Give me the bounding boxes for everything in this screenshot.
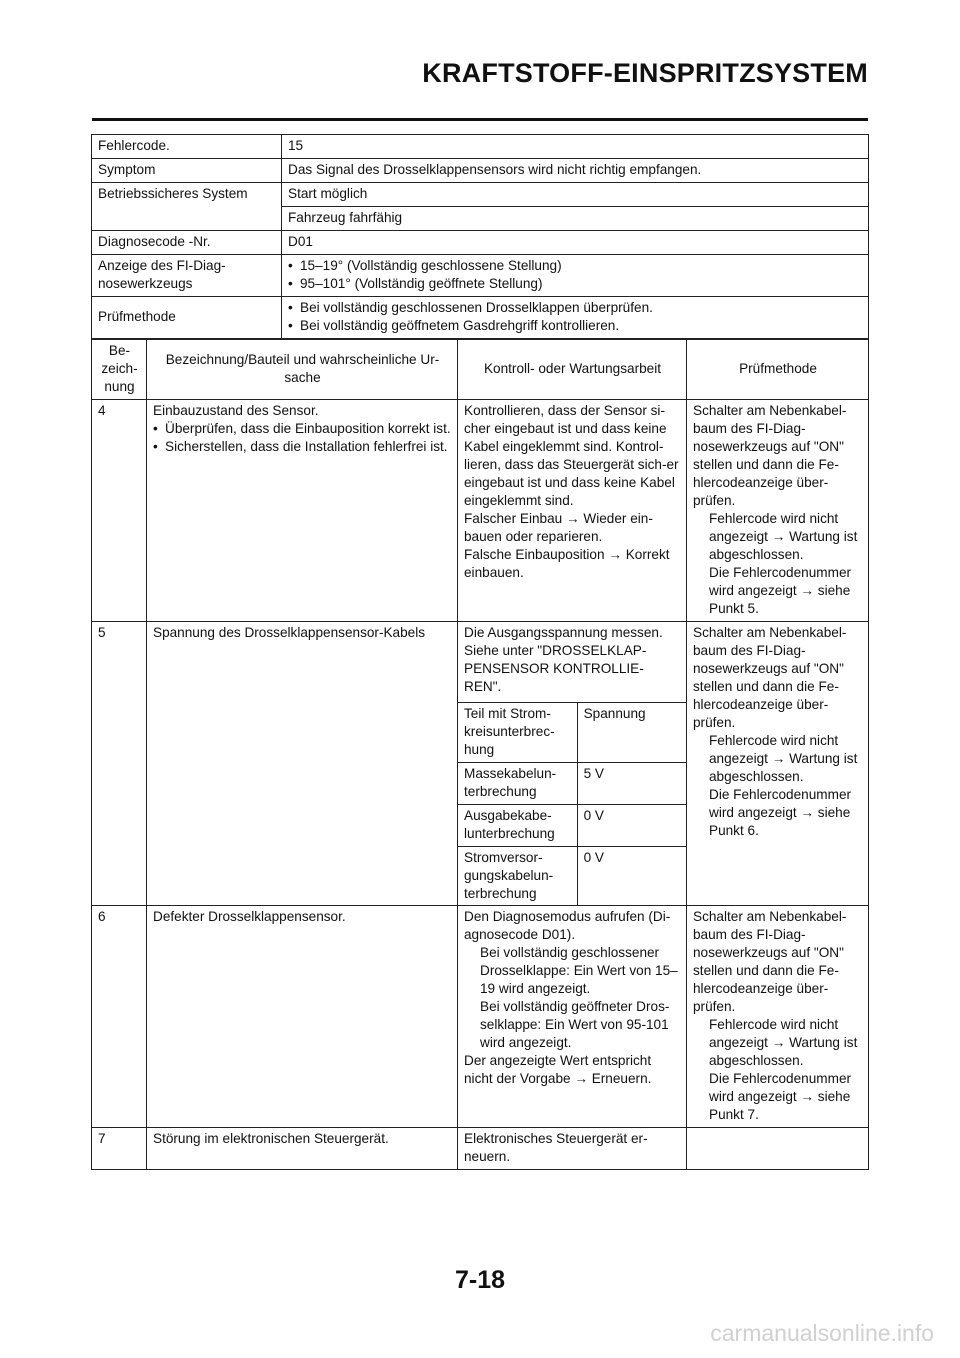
cause-title: Störung im elektronischen Steuergerät. — [153, 1131, 389, 1146]
row-number: 5 — [92, 622, 147, 906]
betrieb-label: Betriebssicheres System — [92, 183, 282, 231]
anzeige-value — [282, 255, 869, 297]
cause-cell — [147, 1128, 458, 1170]
cause-cell — [147, 400, 458, 622]
sub-header-row — [458, 703, 687, 763]
sub-row — [458, 805, 687, 847]
page-number: 7-18 — [454, 1266, 506, 1294]
col-header-method: Prüfmethode — [687, 340, 869, 400]
row-number: 4 — [92, 400, 147, 622]
watermark: carmanualsonline.info — [710, 1320, 934, 1346]
diagnosis-table — [91, 339, 869, 1170]
method-intro: Schalter am Nebenkabel-baum des FI-Diag-nosewerkzeugs auf "ON" stellen und dann die Fe-hlercodeanzeige über-prüfen. — [693, 403, 847, 508]
header-rule — [92, 118, 868, 121]
table-row — [92, 1128, 869, 1170]
table-row — [92, 622, 869, 906]
sub-voltage: 5 V — [577, 763, 687, 805]
method-next: Die Fehlercodenummer wird angezeigt → siehe Punkt 7. — [709, 1071, 852, 1122]
anzeige-item: • 95–101° (Vollständig geöffnete Stellung) — [288, 275, 863, 293]
method-cell — [687, 400, 869, 622]
fehlercode-row — [92, 135, 869, 159]
symptom-label: Symptom — [92, 159, 282, 183]
pruef-item: • Bei vollständig geöffnetem Gasdrehgriff kontrollieren. — [288, 317, 863, 335]
table-row — [92, 906, 869, 1128]
symptom-row — [92, 159, 869, 183]
action-text: Die Ausgangsspannung messen. Siehe unter "DROSSELKLAP-PENSENSOR KONTROLLIE-REN". — [464, 625, 663, 694]
fehlercode-label: Fehlercode. — [92, 135, 282, 159]
method-ok: Fehlercode wird nicht angezeigt → Wartung ist abgeschlossen. — [709, 511, 858, 562]
action-text: Den Diagnosemodus aufrufen (Di-agnosecode D01). — [464, 909, 671, 942]
action-text: Elektronisches Steuergerät er-neuern. — [464, 1131, 648, 1164]
action-cell — [458, 906, 687, 1128]
action-text: Falsche Einbauposition → Korrekt einbauen. — [464, 547, 670, 580]
cause-item: • Sicherstellen, dass die Installation fehlerfrei ist. — [153, 438, 452, 456]
action-text: Kontrollieren, dass der Sensor si-cher eingebaut ist und dass keine Kabel eingeklemmt sind. Kontrol-lieren, dass das Steuergerät sich-er eingebaut ist und dass keine Kabel eingeklemmt sind. — [464, 403, 679, 508]
pruef-row — [92, 297, 869, 339]
pruef-value — [282, 297, 869, 339]
action-cell — [458, 622, 687, 906]
method-cell — [687, 622, 869, 906]
cause-item: • Überprüfen, dass die Einbauposition korrekt ist. — [153, 420, 452, 438]
row-number: 6 — [92, 906, 147, 1128]
table-header-row — [92, 340, 869, 400]
anzeige-label: Anzeige des FI-Diag-nosewerkzeugs — [92, 255, 282, 297]
method-intro: Schalter am Nebenkabel-baum des FI-Diag-nosewerkzeugs auf "ON" stellen und dann die Fe-hlercodeanzeige über-prüfen. — [693, 909, 847, 1014]
sub-row — [458, 763, 687, 805]
table-row — [92, 400, 869, 622]
betrieb-value-2: Fahrzeug fahrfähig — [282, 207, 869, 231]
fault-info-table — [91, 134, 869, 339]
method-next: Die Fehlercodenummer wird angezeigt → siehe Punkt 6. — [709, 787, 852, 838]
voltage-subtable — [458, 702, 687, 906]
fehlercode-value: 15 — [282, 135, 869, 159]
cause-cell — [147, 622, 458, 906]
col-header-cause: Bezeichnung/Bauteil und wahrscheinliche Ur-sache — [147, 340, 458, 400]
sub-part: Massekabelun-terbrechung — [458, 763, 577, 805]
anzeige-item: • 15–19° (Vollständig geschlossene Stellung) — [288, 257, 863, 275]
diagnose-label: Diagnosecode -Nr. — [92, 231, 282, 255]
diagnose-value: D01 — [282, 231, 869, 255]
anzeige-row — [92, 255, 869, 297]
betrieb-row — [92, 183, 869, 207]
method-ok: Fehlercode wird nicht angezeigt → Wartung ist abgeschlossen. — [709, 733, 858, 784]
pruef-item: • Bei vollständig geschlossenen Drosselklappen überprüfen. — [288, 299, 863, 317]
cause-title: Spannung des Drosselklappensensor-Kabels — [153, 625, 426, 640]
cause-cell — [147, 906, 458, 1128]
method-cell — [687, 1128, 869, 1170]
betrieb-value-1: Start möglich — [282, 183, 869, 207]
action-text: Falscher Einbau → Wieder ein-bauen oder reparieren. — [464, 511, 653, 544]
sub-part: Stromversor-gungskabelun-terbrechung — [458, 847, 577, 907]
cause-title: Einbauzustand des Sensor. — [153, 403, 319, 418]
col-header-action: Kontroll- oder Wartungsarbeit — [458, 340, 687, 400]
row-number: 7 — [92, 1128, 147, 1170]
sub-voltage: 0 V — [577, 847, 687, 907]
sub-voltage: 0 V — [577, 805, 687, 847]
action-closed: Bei vollständig geschlossener Drosselklappe: Ein Wert von 15–19 wird angezeigt. — [480, 945, 678, 996]
action-open: Bei vollständig geöffneter Dros-selklappe: Ein Wert von 95-101 wird angezeigt. — [480, 999, 670, 1050]
pruef-label: Prüfmethode — [92, 297, 282, 339]
cause-title: Defekter Drosselklappensensor. — [153, 909, 346, 924]
method-cell — [687, 906, 869, 1128]
method-next: Die Fehlercodenummer wird angezeigt → siehe Punkt 5. — [709, 565, 852, 616]
sub-header-voltage: Spannung — [577, 703, 687, 763]
method-intro: Schalter am Nebenkabel-baum des FI-Diag-nosewerkzeugs auf "ON" stellen und dann die Fe-hlercodeanzeige über-prüfen. — [693, 625, 847, 730]
action-cell — [458, 1128, 687, 1170]
action-end: Der angezeigte Wert entspricht nicht der Vorgabe → Erneuern. — [464, 1053, 652, 1086]
sub-part: Ausgabekabe-lunterbrechung — [458, 805, 577, 847]
method-ok: Fehlercode wird nicht angezeigt → Wartung ist abgeschlossen. — [709, 1017, 858, 1068]
page-title: KRAFTSTOFF-EINSPRITZSYSTEM — [422, 58, 868, 88]
diagnose-row — [92, 231, 869, 255]
sub-header-part: Teil mit Strom-kreisunterbrec-hung — [458, 703, 577, 763]
action-cell — [458, 400, 687, 622]
sub-row — [458, 847, 687, 907]
col-header-num: Be-zeich-nung — [92, 340, 147, 400]
symptom-value: Das Signal des Drosselklappensensors wird nicht richtig empfangen. — [282, 159, 869, 183]
